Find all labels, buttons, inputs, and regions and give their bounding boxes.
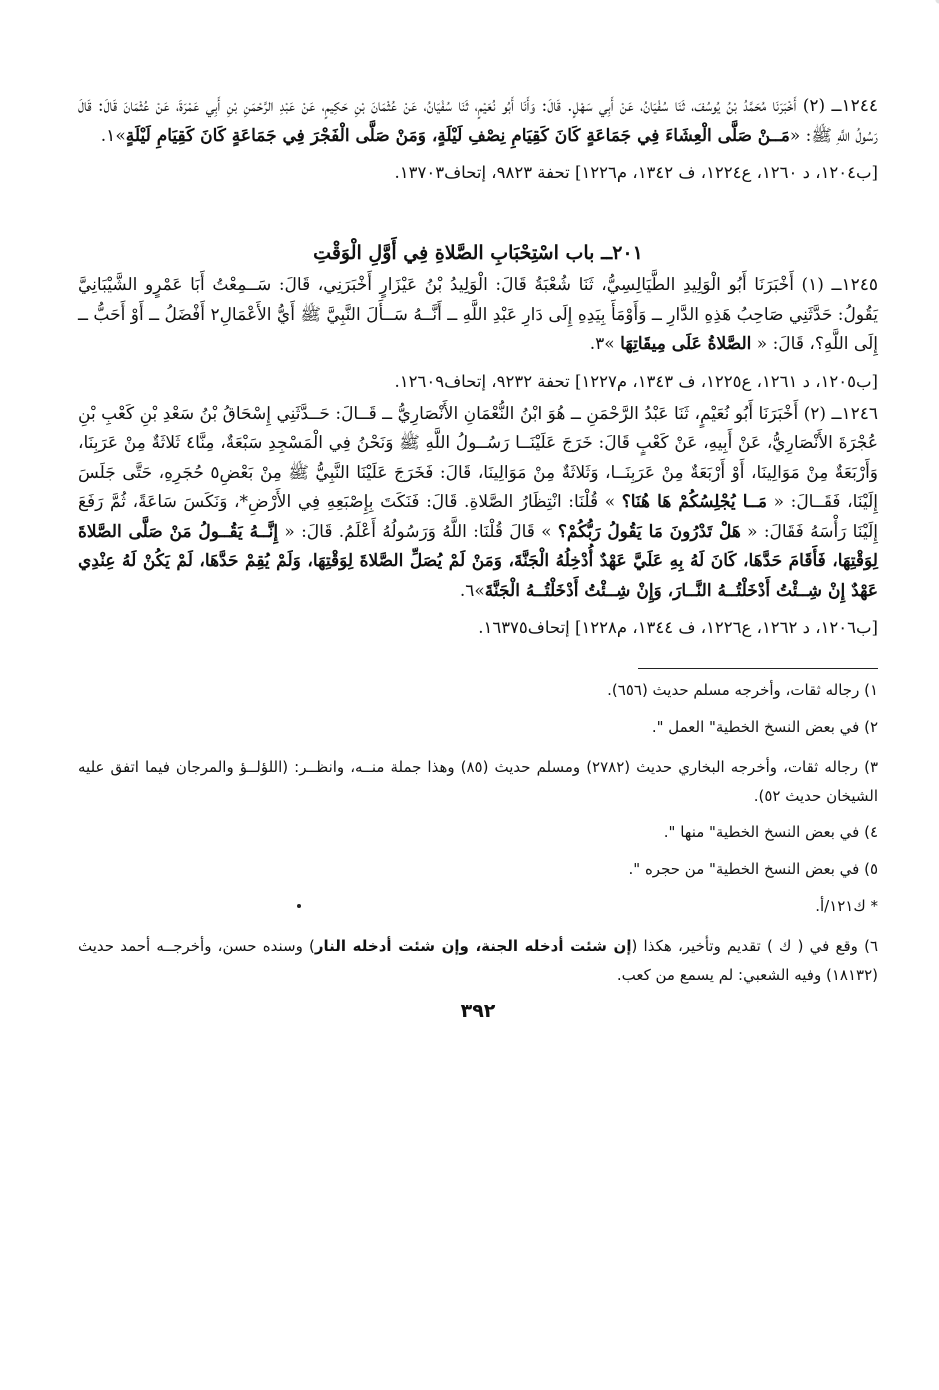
hadith-1246-bold-3: إِنَّــهُ يَقُــولُ مَنْ صَلَّى الصَّلاةَ لِوَقْتِهَا، فَأَقَامَ حَدَّهَا، كَانَ لَهُ بِهِ عَلَيَّ عَهْدٌ أُدْخِلُهُ الْجَنَّةَ، وَمَنْ لَمْ يُصَلِّ الصَّلاةَ لِوَقْتِهَا، وَلَمْ يُقِمْ حَدَّهَا، لَمْ يَكُنْ لَهُ عِنْدِي عَهْدٌ إِنْ شِــئْتُ أَدْخَلْتُــهُ النَّــارَ، وَإِنْ شِــئْتُ أَدْخَلْتُــهُ الْجَنَّةَ bbox=[78, 521, 878, 601]
hadith-1244 bbox=[78, 92, 878, 151]
page-corner-texture bbox=[849, 0, 939, 60]
hadith-1246-text-1: ١٢٤٦ــ (٢) أَخْبَرَنَا أَبُو نُعَيْمٍ، ثَنَا عَبْدُ الرَّحْمَنِ ــ هُوَ ابْنُ النُّعْمَانِ الأَنْصَارِيُّ ــ قَــالَ: حَــدَّثَنِي إِسْحَاقُ بْنُ سَعْدِ بْنِ كَعْبِ بْنِ عُجْرَةَ الأَنْصَارِيُّ، عَنْ أَبِيهِ، عَنْ كَعْبٍ قَالَ: خَرَجَ عَلَيْنَــا رَسُــولُ اللَّهِ ﷺ وَنَحْنُ فِي الْمَسْجِدِ سَبْعَةٌ، مِنَّا٤ ثَلاثَةٌ مِنْ عَرَبِنَا، وَأَرْبَعَةٌ مِنْ مَوَالِينَا، أَوْ أَرْبَعَةٌ مِنْ عَرَبِنَــا، وَثَلاثَةٌ مِنْ مَوَالِينَا، قَالَ: فَخَرَجَ عَلَيْنَا النَّبِيُّ ﷺ مِنْ بَعْضِ٥ حُجَرِهِ، حَتَّى جَلَسَ إِلَيْنَا، فَقَــالَ: « bbox=[78, 403, 879, 512]
hadith-1246-bold-1: مَــا يُجْلِسُكُمْ هَا هُنَا؟ bbox=[621, 492, 767, 512]
footnote-divider bbox=[638, 668, 878, 669]
hadith-1246-reference: [ب١٢٠٦، د ١٢٦٢، ع١٢٢٦، ف ١٣٤٤، م١٢٢٨] إتحاف١٦٣٧٥. bbox=[478, 618, 878, 637]
page-number: ٣٩٢ bbox=[460, 1000, 496, 1022]
footnote-star: * ك١٢١/أ. bbox=[815, 897, 878, 915]
hadith-1244-text: ١٢٤٤ــ (٢) أَخْبَرَنَا مُحَمَّدُ بْنُ يُوسُفَ، ثَنَا سُفْيَانُ، عَنْ أَبِي سَهْلٍ. قَالَ: وَأَنَا أَبُو نُعَيْمٍ، ثَنَا سُفْيَانُ، عَنْ عُثْمَانَ بْنِ حَكِيمٍ، عَنْ عَبْدِ الرَّحْمَنِ بْنِ أَبِي عَمْرَةَ، عَنْ عُثْمَانَ قَالَ: قَالَ رَسُولُ اللَّهِ ﷺ: « bbox=[78, 96, 879, 146]
hadith-1246-text-2: » قُلْنَا: انْتِظَارُ الصَّلاةِ. قَالَ: فَنَكَتَ بِإِصْبَعِهِ فِي الأَرْضِ*، وَنَكَسَ سَاعَةً، ثُمَّ رَفَعَ إِلَيْنَا رَأْسَهُ فَقَالَ: « bbox=[78, 492, 878, 542]
footnote-6 bbox=[78, 932, 878, 990]
hadith-1245-reference: [ب١٢٠٥، د ١٢٦١، ع١٢٢٥، ف ١٣٤٣، م١٢٢٧] تحفة ٩٢٣٢، إتحاف١٢٦٠٩. bbox=[394, 371, 878, 391]
hadith-1246-bold-2: هَلْ تَدْرُونَ مَا يَقُولُ رَبُّكُمْ؟ bbox=[557, 521, 741, 542]
hadith-1245-text: ١٢٤٥ــ (١) أَخْبَرَنَا أَبُو الْوَلِيدِ الطَّيَالِسِيُّ، ثَنَا شُعْبَةُ قَالَ: الْوَلِيدُ بْنُ عَيْزَارٍ أَخْبَرَنِي، قَالَ: سَــمِعْتُ أَبَا عَمْرٍو الشَّيْبَانِيَّ يَقُولُ: حَدَّثَنِي صَاحِبُ هَذِهِ الدَّارِ ــ وَأَوْمَأَ بِيَدِهِ إِلَى دَارِ عَبْدِ اللَّهِ ــ أَنَّــهُ سَــأَلَ النَّبِيَّ ﷺ أَيُّ الأَعْمَالِ٢ أَفْضَلُ ــ أَوْ أَحَبُّ ــ إِلَى اللَّهِ؟، قَالَ: « bbox=[78, 275, 879, 354]
footnote-3: ٣) رجاله ثقات، وأخرجه البخاري حديث (٢٧٨٢) ومسلم حديث (٨٥) وهذا جملة منــه، وانظــر: (اللؤلــؤ والمرجان فيما اتفق عليه الشيخان حديث ٥٢). bbox=[78, 758, 878, 805]
footnote-2: ٢) في بعض النسخ الخطية" العمل ". bbox=[651, 718, 878, 736]
hadith-1245-end: »٣. bbox=[589, 334, 621, 354]
hadith-1246 bbox=[78, 400, 878, 607]
hadith-1245-matn: الصَّلاةُ عَلَى مِيقَاتِهَا bbox=[620, 334, 752, 354]
footnote-6-end: ) وسنده حسن، وأخرجــه أحمد حديث (١٨١٣٢) وفيه الشعبي: لم يسمع من كعب. bbox=[78, 937, 878, 984]
hadith-1246-text-4: »٦. bbox=[459, 580, 485, 601]
footnote-4: ٤) في بعض النسخ الخطية" منها ". bbox=[663, 823, 878, 841]
hadith-1244-end: »١. bbox=[100, 125, 126, 146]
footnote-6-start: ٦) وقع في ( ك ) تقديم وتأخير، هكذا ( bbox=[631, 937, 878, 955]
page-body bbox=[78, 92, 878, 1022]
hadith-1244-matn: مَــنْ صَلَّى الْعِشَاءَ فِي جَمَاعَةٍ كَانَ كَقِيَامِ نِصْفِ لَيْلَةٍ، وَمَنْ صَلَّى الْفَجْرَ فِي جَمَاعَةٍ كَانَ كَقِيَامِ لَيْلَةٍ bbox=[125, 125, 790, 146]
hadith-1246-text-3: » قَالَ قُلْنَا: اللَّهُ وَرَسُولُهُ أَعْلَمُ. قَالَ: « bbox=[278, 521, 558, 542]
footnote-6-bold: إن شئت أدخله الجنة، وإن شئت أدخله النار bbox=[314, 937, 632, 955]
chapter-title: ٢٠١ــ باب اسْتِحْبَابِ الصَّلاةِ فِي أَوَّلِ الْوَقْتِ bbox=[313, 242, 643, 264]
hadith-1245 bbox=[78, 271, 878, 360]
footnote-1: ١) رجاله ثقات، وأخرجه مسلم حديث (٦٥٦). bbox=[607, 681, 878, 699]
footnote-5: ٥) في بعض النسخ الخطية" من حجره ". bbox=[628, 860, 878, 878]
hadith-1244-reference: [ب١٢٠٤، د ١٢٦٠، ع١٢٢٤، ف ١٣٤٢، م١٢٢٦] تحفة ٩٨٢٣، إتحاف١٣٧٠٣. bbox=[394, 163, 878, 182]
